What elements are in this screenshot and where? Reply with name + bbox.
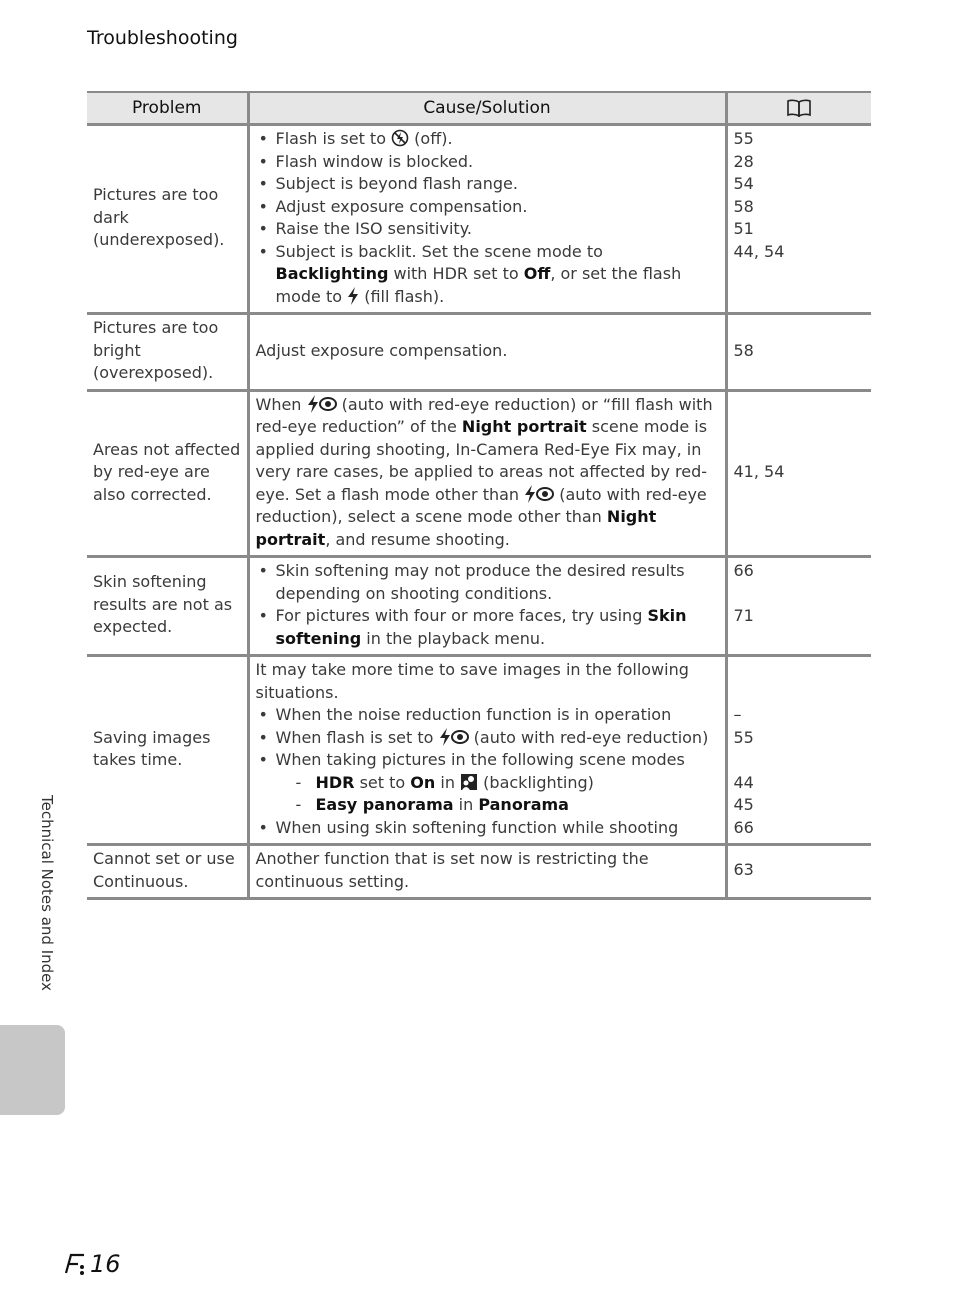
page-cell: [726, 125, 871, 314]
reference-icon: [62, 1251, 88, 1277]
problem-cell: Areas not affected by red-eye are also corrected.: [87, 390, 248, 557]
list-item: • When the noise reduction function is in operation: [256, 704, 720, 727]
page-ref: 45: [733, 795, 754, 814]
solution-cell: Adjust exposure compensation.: [248, 314, 726, 391]
list-item: • Adjust exposure compensation.: [256, 196, 720, 219]
list-item: • Subject is beyond flash range.: [256, 173, 720, 196]
section-title: Troubleshooting: [87, 27, 238, 49]
page-cell: 63: [726, 845, 871, 899]
problem-cell: Pictures are too bright (overexposed).: [87, 314, 248, 391]
list-item: • Subject is backlit. Set the scene mode to Backlighting with HDR set to Off, or set the flash mode to (fill flash).: [256, 241, 720, 309]
flash-red-eye-icon: [524, 485, 554, 503]
list-item: • When using skin softening function while shooting: [256, 817, 720, 840]
sub-list-item: - Easy panorama in Panorama: [295, 795, 569, 814]
section-side-label: Technical Notes and Index: [38, 795, 56, 992]
page-ref: –: [733, 705, 742, 724]
flash-icon: [347, 287, 359, 305]
problem-cell: Pictures are too dark (underexposed).: [87, 125, 248, 314]
solution-cell: [248, 557, 726, 656]
list-item: • When flash is set to (auto with red-eye reduction): [256, 727, 720, 750]
table-row: [87, 845, 871, 899]
header-page-ref: [726, 92, 871, 125]
page-ref: 44, 54: [733, 241, 785, 261]
list-item: • For pictures with four or more faces, try using Skin softening in the playback menu.: [256, 605, 720, 650]
solution-cell: Another function that is set now is restricting the continuous setting.: [248, 845, 726, 899]
table-row: [87, 314, 871, 391]
solution-cell: When (auto with red-eye reduction) or “fill flash with red-eye reduction” of the Night portrait scene mode is applied during shooting, In-Camera Red-Eye Fix may, in very rare cases, be applied to areas not affected by red-eye. Set a flash mode other than (auto with red-eye reduction), select a scene mode other than Night portrait, and resume shooting.: [248, 390, 726, 557]
list-item: • Flash is set to (off).: [256, 128, 720, 151]
solution-intro: It may take more time to save images in the following situations.: [255, 660, 689, 702]
flash-off-icon: [391, 129, 409, 147]
table-row: [87, 557, 871, 656]
flash-red-eye-icon: [307, 395, 337, 413]
header-cause-solution: Cause/Solution: [248, 92, 726, 125]
troubleshooting-table: [87, 91, 871, 900]
page-ref: 55: [733, 727, 754, 747]
page-ref: 51: [733, 219, 754, 238]
list-item: • When taking pictures in the following scene modes - HDR set to On in (backlighting) - Easy panorama in Panorama: [256, 749, 720, 817]
book-icon: [786, 99, 812, 117]
page-ref: 66: [733, 561, 754, 580]
table-header-row: [87, 92, 871, 125]
page-number: 16: [62, 1250, 121, 1278]
page-ref: 28: [733, 151, 754, 171]
solution-cell: [248, 125, 726, 314]
section-tab: [0, 1025, 65, 1115]
problem-cell: Skin softening results are not as expected.: [87, 557, 248, 656]
page-cell: [726, 656, 871, 845]
table-row: [87, 125, 871, 314]
page-cell: 41, 54: [726, 390, 871, 557]
list-item: • Flash window is blocked.: [256, 151, 720, 174]
page-ref: 58: [733, 196, 754, 216]
page-ref: 55: [733, 129, 754, 148]
list-item: • Raise the ISO sensitivity.: [256, 218, 720, 241]
header-problem: Problem: [87, 92, 248, 125]
page-ref: 71: [733, 606, 754, 625]
table-row: [87, 656, 871, 845]
page-cell: 58: [726, 314, 871, 391]
list-item: • Skin softening may not produce the desired results depending on shooting conditions.: [256, 560, 720, 605]
flash-red-eye-icon: [439, 728, 469, 746]
page-ref: 66: [733, 817, 754, 837]
page-ref: 44: [733, 772, 754, 792]
problem-cell: Cannot set or use Continuous.: [87, 845, 248, 899]
page-ref: 54: [733, 174, 754, 193]
sub-list-item: - HDR set to On in (backlighting): [295, 772, 594, 792]
table-row: [87, 390, 871, 557]
problem-cell: Saving images takes time.: [87, 656, 248, 845]
solution-cell: [248, 656, 726, 845]
page-cell: [726, 557, 871, 656]
backlighting-icon: [460, 773, 478, 791]
